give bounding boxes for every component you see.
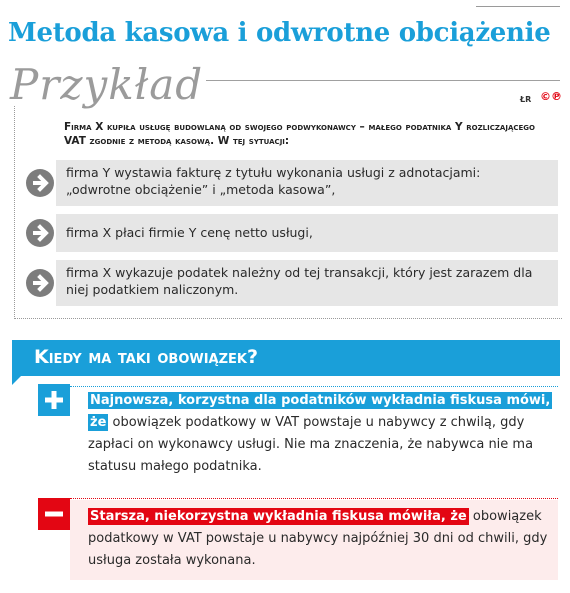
page-title: Metoda kasowa i odwrotne obciążenie [8, 18, 551, 48]
arrow-right-icon [26, 269, 54, 297]
negative-highlight: Starsza, niekorzystna wykładnia fiskusa mówiła, że [90, 509, 467, 524]
case-item [18, 260, 558, 306]
case-text: firma Y wystawia fakturę z tytułu wykonania usługi z adnotacjami: „odwrotne obciążenie” i „metoda kasowa”, [66, 165, 481, 197]
case-text: firma X płaci firmie Y cenę netto usługi, [66, 225, 313, 240]
negative-text: obowiązek podatkowy w VAT powstaje u nabywcy najpóźniej 30 dni od chwili, gdy usługa została wykonana. [88, 509, 548, 568]
positive-opinion [88, 390, 558, 478]
arrow-right-icon [26, 169, 54, 197]
example-label: Przykład [10, 60, 204, 109]
positive-highlight: Najnowsza, korzystna dla podatników wykładnia fiskusa mówi, że [90, 393, 551, 430]
case-item [18, 214, 558, 252]
section-header [12, 340, 560, 376]
top-divider [476, 6, 560, 7]
plus-icon [38, 384, 70, 416]
negative-opinion [88, 506, 558, 572]
example-divider [206, 80, 560, 81]
section-header-tail [12, 376, 21, 385]
negative-divider [70, 498, 558, 499]
positive-divider [70, 386, 558, 387]
example-intro: Firma X kupiła usługę budowlaną od swojego podwykonawcy – małego podatnika Y rozliczającego VAT zgodnie z metodą kasową. W tej sytuacji: [64, 121, 535, 147]
author-byline: ŁR [520, 95, 532, 104]
copyright-badge: ©℗ [540, 90, 562, 103]
section-title: Kiedy ma taki obowiązek? [34, 346, 259, 368]
positive-text: obowiązek podatkowy w VAT powstaje u nabywcy z chwilą, gdy zapłaci on wykonawcy usługi. Nie ma znaczenia, że nabywca nie ma statusu małego podatnika. [88, 415, 534, 474]
arrow-right-icon [26, 219, 54, 247]
case-text: firma X wykazuje podatek należny od tej transakcji, który jest zarazem dla niej podatkiem naliczonym. [66, 265, 533, 297]
case-item [18, 160, 558, 206]
minus-icon [38, 498, 70, 530]
